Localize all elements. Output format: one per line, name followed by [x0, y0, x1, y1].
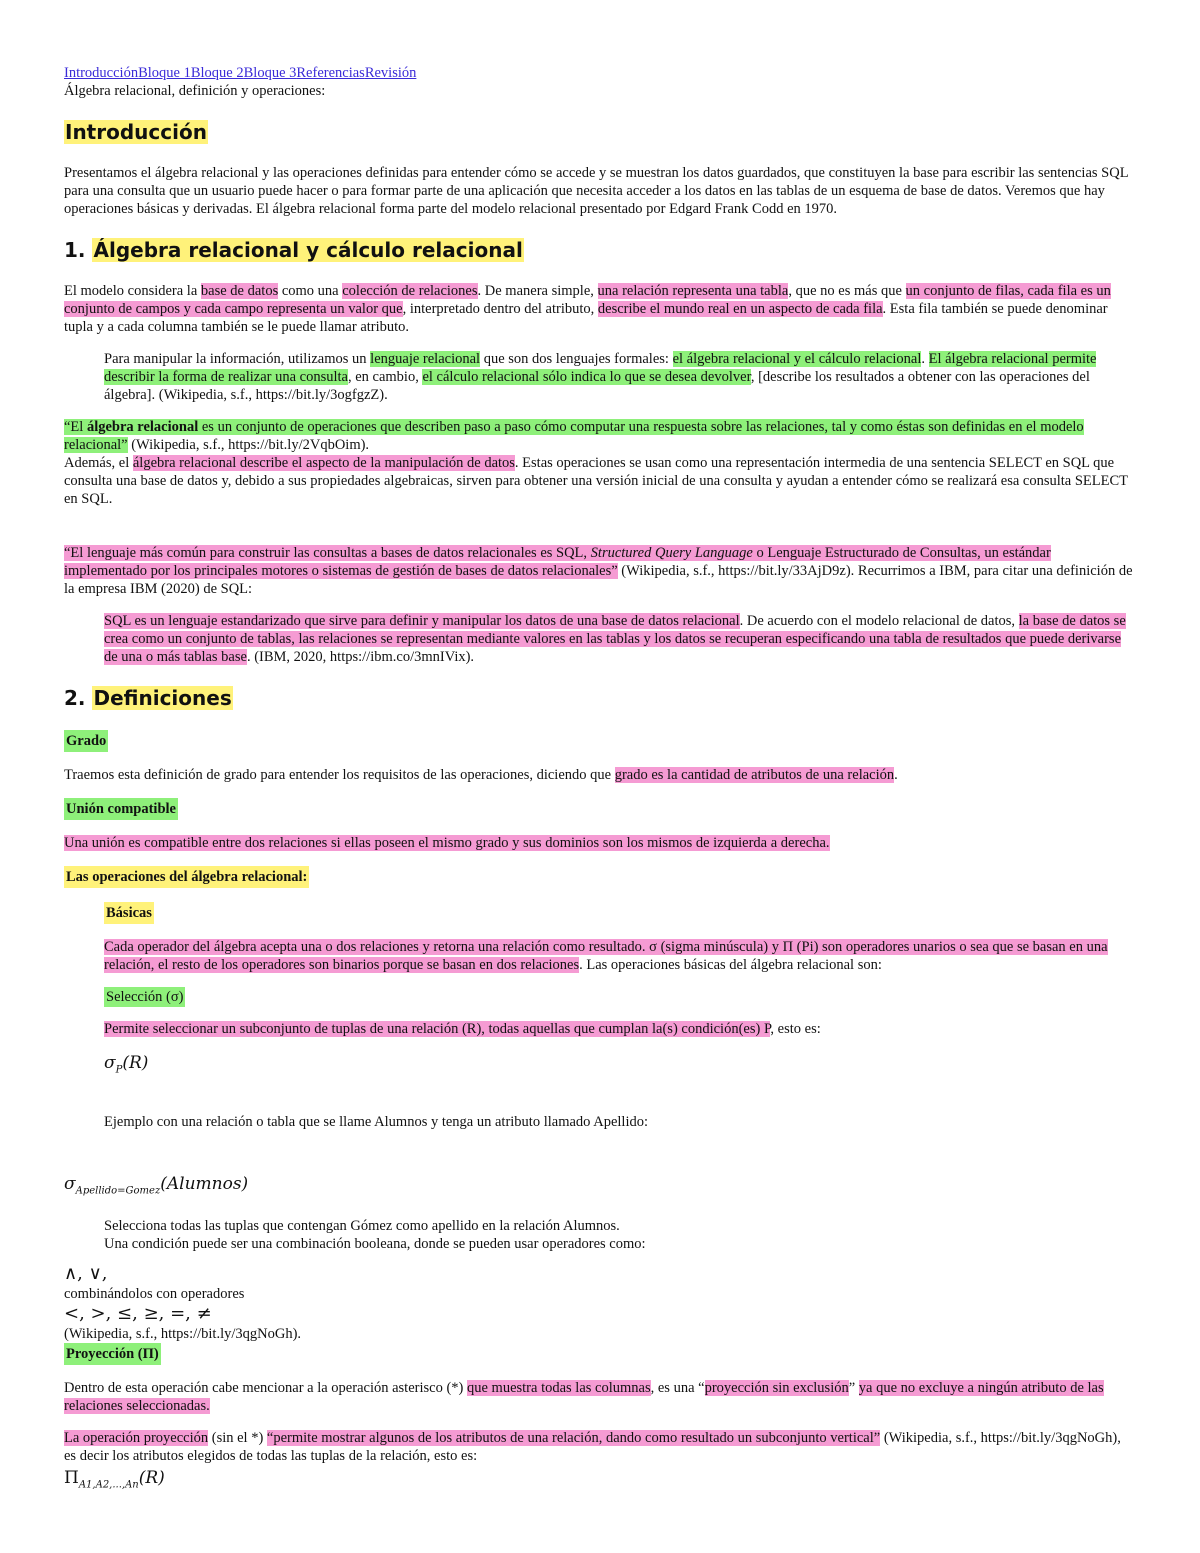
s1-quote-2 [64, 544, 1136, 598]
text: como una [278, 283, 343, 299]
text: . De manera simple, [477, 283, 598, 299]
highlight-pink: La operación proyección [64, 1429, 209, 1446]
page-subtitle: Álgebra relacional, definición y operaciones: [64, 83, 326, 99]
ejemplo-paragraph: Ejemplo con una relación o tabla que se llame Alumnos y tenga un atributo llamado Apellido: [104, 1114, 649, 1131]
grado-paragraph [64, 766, 1136, 784]
text: , esto es: [770, 1021, 821, 1037]
proyeccion-paragraph-2 [64, 1429, 1136, 1465]
sigma-symbol: σ [104, 1053, 116, 1073]
highlight-pink: describe el mundo real en un aspecto de cada fila [597, 301, 883, 317]
text: ” [848, 1379, 859, 1396]
section-1-heading [64, 236, 1136, 264]
proyeccion-label-row [64, 1343, 1136, 1365]
section-2-heading [64, 684, 1136, 712]
top-nav [64, 64, 1136, 82]
highlight-pink: “El lenguaje más común para construir las consultas a bases de datos relacionales es SQL, [64, 545, 591, 561]
formula-selection [104, 1052, 1136, 1081]
highlight-green: es un conjunto de operaciones que describen paso a paso cómo computar una respuesta sobre las relaciones, tal y como éstas son definidas en el modelo relacional” [64, 419, 1084, 453]
operators-block [64, 1263, 1136, 1365]
comparison-operators: <, >, ≤, ≥, =, ≠ [64, 1302, 212, 1324]
spacer [104, 1091, 1136, 1113]
highlight-pink: o Lenguaje Estructurado de Consultas, un estándar implementado por los principales motores o sistemas de gestión de bases de datos relacionales” [64, 545, 1051, 579]
text: , es una “ [650, 1379, 705, 1396]
formula-argument: (Alumnos) [160, 1174, 249, 1195]
formula-argument: (R) [122, 1053, 149, 1073]
highlight-pink: que muestra todas las columnas [466, 1379, 651, 1396]
section-2-number: 2. [64, 686, 86, 710]
text: , interpretado dentro del atributo, [402, 301, 598, 317]
s1-paragraph-4 [104, 612, 1136, 666]
text: (Wikipedia, s.f., https://bit.ly/2VqbOim). [127, 437, 370, 453]
seleccion-paragraph [104, 1020, 1136, 1038]
sel-line-2: Una condición puede ser una combinación booleana, donde se pueden usar operadores como: [104, 1235, 646, 1252]
highlight-pink: ya que no excluye a ningún atributo de las relaciones seleccionadas. [64, 1379, 1104, 1414]
union-label-row [64, 798, 1136, 820]
formula-argument: (R) [138, 1467, 165, 1488]
nav-link-revision[interactable]: Revisión [364, 65, 417, 81]
section-2-title: Definiciones [93, 686, 232, 710]
combinandolos-text: combinándolos con operadores [64, 1285, 245, 1302]
highlight-pink: “permite mostrar algunos de los atributos de una relación, dando como resultado un subconjunto vertical” [266, 1429, 881, 1446]
grado-label: Grado [64, 730, 108, 752]
boolean-operators: ∧, ∨, [64, 1262, 108, 1284]
highlight-pink: álgebra relacional describe el aspecto de la manipulación de datos [132, 455, 515, 471]
text: (sin el *) [208, 1429, 267, 1446]
highlight-green-bold: álgebra relacional [86, 419, 199, 435]
text: . [921, 351, 929, 367]
seleccion-label-row [104, 988, 1136, 1006]
s1-paragraph-1 [64, 282, 1136, 336]
text: (Wikipedia, s.f., https://bit.ly/33AjD9z). Recurrimos a IBM, para citar una definición de la empresa IBM (2020) de SQL: [64, 563, 1133, 597]
basicas-label: Básicas [104, 902, 154, 924]
text: El modelo considera la [64, 283, 201, 299]
spacer [64, 1145, 1136, 1167]
union-label: Unión compatible [64, 798, 178, 820]
pi-symbol: Π [64, 1467, 79, 1488]
highlight-pink: Una unión es compatible entre dos relaciones si ellas poseen el mismo grado y sus dominios son los mismos de izquierda a derecha. [64, 835, 830, 851]
formula-subscript: A1,A2,...,An [78, 1479, 139, 1491]
intro-paragraph: Presentamos el álgebra relacional y las operaciones definidas para entender cómo se accede y se muestran los datos guardados, que constituyen la base para escribir las sentencias SQL para una consulta que un usuario puede hacer o para formar parte de una aplicación que necesita acceder a los datos en las tablas de un esquema de base de datos. Veremos que hay operaciones básicas y derivadas. El álgebra relacional forma parte del modelo relacional presentado por Edgard Frank Codd en 1970. [64, 165, 1129, 217]
formula-subscript: Apellido=Gomez [75, 1185, 161, 1197]
ops-label: Las operaciones del álgebra relacional: [64, 866, 309, 888]
intro-heading [64, 118, 1136, 146]
text: , [describe los resultados a obtener con las operaciones del álgebra]. (Wikipedia, s.f., https://bit.ly/3ogfgzZ). [104, 369, 1090, 403]
formula-projection [64, 1467, 1136, 1496]
text: , en cambio, [347, 369, 423, 385]
highlight-green: “El [64, 419, 87, 435]
highlight-pink: SQL es un lenguaje estandarizado que sirve para definir y manipular los datos de una base de datos relacional [104, 613, 740, 629]
text: . (IBM, 2020, https://ibm.co/3mnIVix). [246, 649, 475, 665]
wikipedia-reference: (Wikipedia, s.f., https://bit.ly/3qgNoGh). [64, 1325, 302, 1342]
section-1-title: Álgebra relacional y cálculo relacional [93, 238, 523, 262]
s1-paragraph-2 [104, 350, 1136, 404]
highlight-pink-italic: Structured Query Language [590, 545, 753, 561]
basicas-block [104, 902, 1136, 1131]
highlight-pink: un conjunto de filas, cada fila es un conjunto de campos y cada campo representa un valor que [64, 283, 1111, 317]
highlight-green: El álgebra relacional permite describir la forma de realizar una consulta [104, 351, 1097, 385]
highlight-pink: colección de relaciones [342, 283, 478, 299]
proyeccion-label: Proyección (Π) [64, 1343, 161, 1365]
sel-line-1: Selecciona todas las tuplas que contengan Gómez como apellido en la relación Alumnos. [104, 1217, 620, 1234]
sigma-symbol: σ [64, 1174, 76, 1195]
highlight-pink: una relación representa una tabla [597, 283, 789, 299]
text: que son dos lenguajes formales: [480, 351, 673, 367]
basicas-label-row [104, 902, 1136, 924]
highlight-green: el cálculo relacional sólo indica lo que se desea devolver [422, 369, 751, 385]
nav-link-introduccion[interactable]: Introducción [64, 65, 139, 81]
highlight-pink: grado es la cantidad de atributos de una relación [614, 767, 895, 783]
nav-link-bloque-1[interactable]: Bloque 1 [138, 65, 191, 81]
text: , que no es más que [788, 283, 906, 299]
text: . De acuerdo con el modelo relacional de datos, [739, 613, 1019, 629]
highlight-pink: Permite seleccionar un subconjunto de tuplas de una relación (R), todas aquellas que cumplan la(s) condición(es) P [104, 1021, 771, 1037]
nav-link-referencias[interactable]: Referencias [296, 65, 365, 81]
text: Traemos esta definición de grado para entender los requisitos de las operaciones, diciendo que [64, 767, 615, 783]
basicas-paragraph [104, 938, 1136, 974]
text: (Wikipedia, s.f., https://bit.ly/3qgNoGh), es decir los atributos elegidos de todas las tuplas de la relación, esto es: [64, 1429, 1121, 1464]
section-1-number: 1. [64, 238, 86, 262]
highlight-pink: la base de datos se crea como un conjunto de tablas, las relaciones se representan mediante valores en las tablas y los datos se recuperan especificando una tabla de resultados que puede derivarse de una o más tablas base [104, 613, 1126, 665]
proyeccion-paragraph-1 [64, 1379, 1136, 1415]
text: Para manipular la información, utilizamos un [104, 351, 371, 367]
text: . Las operaciones básicas del álgebra relacional son: [579, 957, 882, 973]
ops-label-row [64, 866, 1136, 888]
text: . [894, 767, 898, 783]
grado-label-row [64, 730, 1136, 752]
text: . Estas operaciones se usan como una representación intermedia de una sentencia SELECT en SQL que consulta una base de datos y, debido a sus propiedades algebraicas, sirven para obtener una versión inicial de una consulta y ayudan a entender cómo se realizará esa consulta SELECT en SQL. [64, 455, 1128, 507]
highlight-green: lenguaje relacional [370, 351, 481, 367]
s1-quote-1 [64, 418, 1136, 454]
text: . Esta fila también se puede denominar tupla y a cada columna también se le puede llamar atributo. [64, 301, 1108, 335]
highlight-green: el álgebra relacional y el cálculo relacional [672, 351, 922, 367]
seleccion-label: Selección (σ) [106, 989, 184, 1005]
selection-explanation [104, 1217, 1136, 1253]
highlight-pink: base de datos [200, 283, 279, 299]
s1-paragraph-3 [64, 454, 1136, 508]
text: Además, el [64, 455, 133, 471]
highlight-pink: Cada operador del álgebra acepta una o dos relaciones y retorna una relación como resultado. σ (sigma minúscula) y Π (Pi) son operadores unarios o sea que se basan en una relación, el resto de los operadores son binarios porque se basan en dos relaciones [104, 939, 1108, 973]
spacer [64, 522, 1136, 544]
formula-example [64, 1173, 1136, 1202]
nav-link-bloque-2[interactable]: Bloque 2 [190, 65, 244, 81]
formula-subscript: P [115, 1064, 123, 1076]
intro-heading-text: Introducción [65, 120, 207, 144]
nav-link-bloque-3[interactable]: Bloque 3 [243, 65, 297, 81]
union-paragraph [64, 834, 1136, 852]
text: Dentro de esta operación cabe mencionar a la operación asterisco (*) [64, 1379, 467, 1396]
highlight-pink: proyección sin exclusión [704, 1379, 849, 1396]
